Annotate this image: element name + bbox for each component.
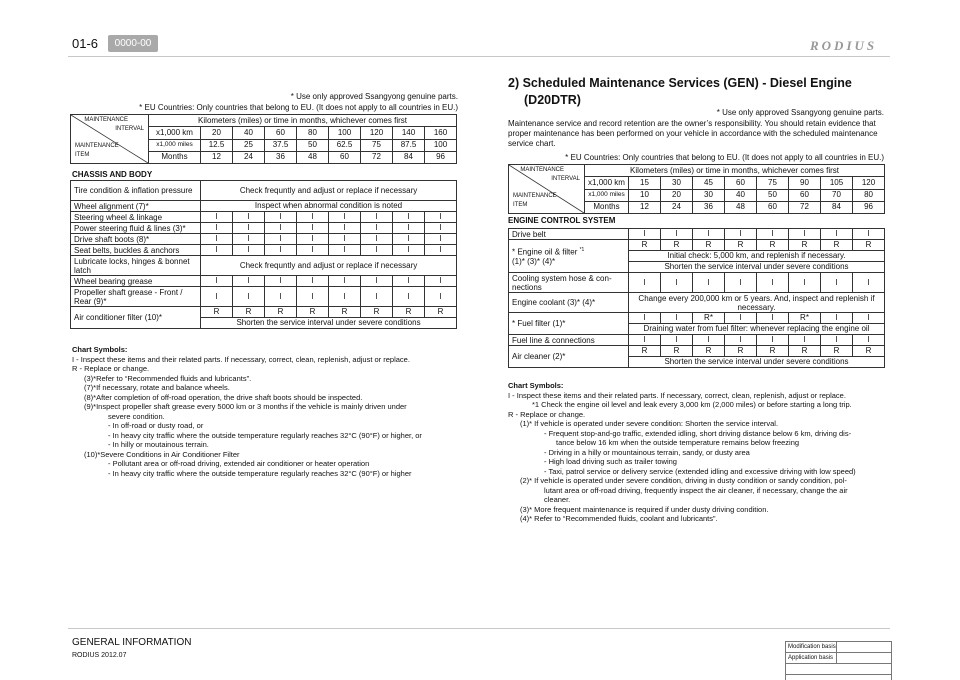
- engine-control-table: [508, 228, 885, 368]
- months-value: 96: [853, 201, 885, 213]
- km-value: 30: [661, 177, 693, 189]
- mark-cell: I: [329, 245, 361, 256]
- miles-value: 87.5: [393, 139, 425, 151]
- mark-cell: I: [233, 245, 265, 256]
- row-note: Check frequntly and adjust or replace if necessary: [201, 181, 457, 201]
- symbol-replace: R - Replace or change.: [508, 409, 586, 419]
- row-label: Wheel bearing grease: [71, 276, 201, 287]
- corner-label-item: ITEM: [513, 202, 528, 208]
- km-value: 45: [693, 177, 725, 189]
- mark-cell: I: [201, 276, 233, 287]
- row-label-refs: (1)* (3)* (4)*: [512, 256, 556, 266]
- months-value: 84: [821, 201, 853, 213]
- row-label: Propeller shaft grease - Front / Rear (9)*: [71, 287, 201, 307]
- footnote: tance below 16 km when the outside temperature remains below freezing: [556, 438, 800, 447]
- miles-value: 37.5: [265, 139, 297, 151]
- mark-cell: R: [329, 307, 361, 318]
- symbols-title: Chart Symbols:: [72, 345, 128, 354]
- row-note: Shorten the service interval under severe conditions: [629, 357, 885, 368]
- mark-cell: R: [201, 307, 233, 318]
- footnote: - Driving in a hilly or mountainous terrain, sandy, or dusty area: [544, 447, 750, 457]
- table-corner-cell: [509, 165, 585, 214]
- miles-value: 10: [629, 189, 661, 201]
- months-value: 96: [425, 151, 457, 163]
- km-value: 120: [361, 127, 393, 139]
- mark-cell: I: [201, 234, 233, 245]
- section-heading-engine: (D20DTR): [524, 93, 581, 107]
- km-value: 15: [629, 177, 661, 189]
- mark-cell: I: [853, 335, 885, 346]
- mark-cell: R: [725, 346, 757, 357]
- footnote: (10)*Severe Conditions in Air Conditioner Filter: [84, 449, 240, 459]
- mark-cell: I: [693, 273, 725, 293]
- miles-value: 70: [821, 189, 853, 201]
- footnote: - In heavy city traffic where the outside temperature regularly reaches 32°C (90°F) or higher, or: [108, 430, 422, 440]
- mark-cell: I: [201, 245, 233, 256]
- km-value: 90: [789, 177, 821, 189]
- km-value: 105: [821, 177, 853, 189]
- footnote: cleaner.: [544, 495, 571, 504]
- months-value: 60: [757, 201, 789, 213]
- mark-cell: R: [425, 307, 457, 318]
- mark-cell: R: [393, 307, 425, 318]
- footnote: - Pollutant area or off-road driving, extended air conditioner or heater operation: [108, 459, 370, 468]
- modification-basis-box: [785, 641, 892, 680]
- mark-cell: I: [661, 335, 693, 346]
- months-value: 72: [789, 201, 821, 213]
- mark-cell: I: [853, 313, 885, 324]
- row-label: * Engine oil & filter: [512, 247, 580, 257]
- table-corner-cell: [71, 115, 149, 164]
- mark-cell: I: [757, 313, 789, 324]
- footnote: (2)* If vehicle is operated under severe condition, driving in dusty condition or sandy condition, pol-: [520, 476, 847, 485]
- mark-cell: R*: [789, 313, 821, 324]
- corner-label-interval: INTERVAL: [115, 126, 144, 132]
- mark-cell: I: [233, 276, 265, 287]
- app-basis-label: Application basis: [788, 653, 837, 663]
- mark-cell: R: [629, 240, 661, 251]
- mark-cell: I: [725, 335, 757, 346]
- mark-cell: I: [393, 245, 425, 256]
- mark-cell: R: [853, 346, 885, 357]
- mark-cell: R: [629, 346, 661, 357]
- mark-cell: I: [629, 273, 661, 293]
- km-value: 80: [297, 127, 329, 139]
- miles-value: 50: [297, 139, 329, 151]
- mark-cell: I: [201, 287, 233, 307]
- footnote: severe condition.: [108, 411, 165, 421]
- footnote: *1 Check the engine oil level and leak every 3,000 km (2,000 miles) or before starting a long trip.: [532, 400, 852, 409]
- footnote: - In hilly or moutainous terrain.: [108, 440, 209, 449]
- row-label: Air cleaner (2)*: [509, 346, 629, 368]
- genuine-parts-note: * Use only approved Ssangyong genuine parts.: [716, 108, 884, 117]
- mark-cell: R: [661, 240, 693, 251]
- blank-row: [786, 664, 891, 675]
- row-label: Drive shaft boots (8)*: [71, 234, 201, 245]
- row-label: * Fuel filter (1)*: [509, 313, 629, 335]
- miles-value: 25: [233, 139, 265, 151]
- mod-basis-row: [786, 642, 891, 653]
- miles-value: 60: [789, 189, 821, 201]
- mark-cell: I: [297, 223, 329, 234]
- page-code-badge: 0000-00: [108, 35, 158, 52]
- section-heading: 2) Scheduled Maintenance Services (GEN) - Diesel Engine: [508, 76, 852, 90]
- mark-cell: I: [661, 229, 693, 240]
- symbol-inspect: I - Inspect these items and their related parts. If necessary, correct, clean, replenish, adjust or replace.: [72, 354, 410, 364]
- row-label: Steering wheel & linkage: [71, 212, 201, 223]
- row-note: Check frequntly and adjust or replace if necessary: [201, 256, 457, 276]
- miles-value: 62.5: [329, 139, 361, 151]
- interval-header-table: [508, 164, 885, 214]
- mark-cell: R: [265, 307, 297, 318]
- months-value: 84: [393, 151, 425, 163]
- mark-cell: I: [361, 234, 393, 245]
- mark-cell: I: [233, 212, 265, 223]
- mark-cell: I: [725, 229, 757, 240]
- row-label: Seat belts, buckles & anchors: [71, 245, 201, 256]
- row-note: Initial check: 5,000 km, and replenish if necessary.: [629, 251, 885, 262]
- mark-cell: I: [329, 287, 361, 307]
- mark-cell: R: [361, 307, 393, 318]
- mark-cell: I: [329, 276, 361, 287]
- chart-symbols-right: [508, 381, 888, 524]
- mark-cell: I: [297, 245, 329, 256]
- row-label: Power steering fluid & lines (3)*: [71, 223, 201, 234]
- mark-cell: R: [233, 307, 265, 318]
- mark-cell: R: [693, 240, 725, 251]
- mark-cell: I: [297, 276, 329, 287]
- row-note: Shorten the service interval under severe conditions: [629, 262, 885, 273]
- months-value: 72: [361, 151, 393, 163]
- mark-cell: I: [393, 234, 425, 245]
- months-unit-label: Months: [149, 151, 201, 163]
- mark-cell: I: [693, 229, 725, 240]
- mark-cell: R: [757, 346, 789, 357]
- months-value: 12: [201, 151, 233, 163]
- mark-cell: R: [789, 240, 821, 251]
- mark-cell: R*: [693, 313, 725, 324]
- header-divider: [68, 56, 890, 57]
- mark-cell: I: [821, 229, 853, 240]
- mark-cell: I: [425, 212, 457, 223]
- row-label: Fuel line & connections: [509, 335, 629, 346]
- brand-logo: RODIUS: [810, 38, 878, 53]
- mark-cell: R: [821, 346, 853, 357]
- row-label: Lubricate locks, hinges & bonnet latch: [71, 256, 201, 276]
- km-value: 120: [853, 177, 885, 189]
- mark-cell: I: [361, 245, 393, 256]
- row-label: Engine coolant (3)* (4)*: [509, 293, 629, 313]
- miles-value: 75: [361, 139, 393, 151]
- mark-cell: I: [393, 223, 425, 234]
- footer-section-title: GENERAL INFORMATION: [72, 637, 192, 648]
- row-note: Inspect when abnormal condition is noted: [201, 201, 457, 212]
- mark-cell: R: [693, 346, 725, 357]
- mark-cell: I: [265, 212, 297, 223]
- km-unit-label: x1,000 km: [585, 177, 629, 189]
- corner-label-item: ITEM: [75, 152, 90, 158]
- months-value: 12: [629, 201, 661, 213]
- mark-cell: I: [693, 335, 725, 346]
- row-note: Change every 200,000 km or 5 years. And, inspect and replenish if necessary.: [629, 293, 885, 313]
- mark-cell: I: [297, 287, 329, 307]
- km-header: Kilometers (miles) or time in months, whichever comes first: [149, 115, 457, 127]
- section-title-chassis: CHASSIS AND BODY: [72, 170, 153, 179]
- miles-value: 100: [425, 139, 457, 151]
- mark-cell: I: [821, 313, 853, 324]
- corner-label-maintenance-item: MAINTENANCE: [75, 143, 119, 149]
- km-unit-label: x1,000 km: [149, 127, 201, 139]
- months-unit-label: Months: [585, 201, 629, 213]
- miles-value: 80: [853, 189, 885, 201]
- km-value: 160: [425, 127, 457, 139]
- mark-cell: I: [757, 229, 789, 240]
- mark-cell: R: [853, 240, 885, 251]
- miles-value: 30: [693, 189, 725, 201]
- eu-note: * EU Countries: Only countries that belong to EU. (It does not apply to all countries in EU.): [565, 153, 884, 162]
- row-label-engine-oil: [509, 240, 629, 273]
- mark-cell: I: [757, 335, 789, 346]
- miles-unit-label: x1,000 miles: [585, 189, 629, 201]
- mark-cell: R: [661, 346, 693, 357]
- months-value: 36: [265, 151, 297, 163]
- mark-cell: I: [725, 313, 757, 324]
- miles-unit-label: x1,000 miles: [149, 139, 201, 151]
- miles-value: 20: [661, 189, 693, 201]
- corner-label-maintenance-item: MAINTENANCE: [513, 193, 557, 199]
- mark-cell: I: [361, 287, 393, 307]
- mark-cell: I: [393, 276, 425, 287]
- mark-cell: I: [725, 273, 757, 293]
- mark-cell: I: [425, 245, 457, 256]
- footnote: (3)* More frequent maintenance is required if under dusty driving condition.: [520, 504, 769, 514]
- footnote: - In heavy city traffic where the outside temperature regularly reaches 32°C (90°F) or higher: [108, 468, 412, 478]
- mark-cell: I: [201, 212, 233, 223]
- corner-label-maintenance: MAINTENANCE: [84, 117, 128, 123]
- km-value: 75: [757, 177, 789, 189]
- footer-divider: [68, 628, 890, 629]
- footnote: (7)*If necessary, rotate and balance wheels.: [84, 383, 230, 392]
- mark-cell: I: [821, 335, 853, 346]
- row-label: Tire condition & inflation pressure: [71, 181, 201, 201]
- footnote: - Taxi, patrol service or delivery service (extended idling and excessive driving with low speed): [544, 466, 856, 476]
- months-value: 48: [297, 151, 329, 163]
- mark-cell: I: [853, 229, 885, 240]
- months-value: 36: [693, 201, 725, 213]
- footnote: (3)*Refer to “Recommended fluids and lubricants”.: [84, 373, 252, 383]
- mark-cell: I: [425, 287, 457, 307]
- mark-cell: R: [757, 240, 789, 251]
- symbols-title: Chart Symbols:: [508, 381, 564, 390]
- months-value: 60: [329, 151, 361, 163]
- mark-cell: I: [265, 234, 297, 245]
- mark-cell: I: [661, 273, 693, 293]
- mark-cell: I: [425, 234, 457, 245]
- mark-cell: I: [329, 234, 361, 245]
- footnote: (8)*After completion of off-road operation, the drive shaft boots should be inspected.: [84, 392, 363, 402]
- intro-paragraph: Maintenance service and record retention are the owner’s responsibility. You should retain evidence that proper maintenance has been performed on your vehicle in accordance with the scheduled maintenance service chart.: [508, 119, 878, 148]
- corner-label-interval: INTERVAL: [551, 176, 580, 182]
- miles-value: 50: [757, 189, 789, 201]
- eu-note: * EU Countries: Only countries that belong to EU. (It does not apply to all countries in EU.): [139, 103, 458, 112]
- row-label: Drive belt: [509, 229, 629, 240]
- months-value: 48: [725, 201, 757, 213]
- footnote: (4)* Refer to “Recommended fluids, coolant and lubricants”.: [520, 514, 718, 523]
- mark-cell: I: [629, 335, 661, 346]
- km-value: 60: [725, 177, 757, 189]
- footnote: (1)* If vehicle is operated under severe condition: Shorten the service interval.: [520, 419, 779, 428]
- page-number: 01-6: [72, 36, 99, 51]
- mark-cell: R: [297, 307, 329, 318]
- mark-cell: I: [629, 313, 661, 324]
- km-value: 40: [233, 127, 265, 139]
- miles-value: 12.5: [201, 139, 233, 151]
- mark-cell: I: [297, 234, 329, 245]
- mark-cell: I: [821, 273, 853, 293]
- mark-cell: I: [265, 223, 297, 234]
- footnote: - High load driving such as trailer towing: [544, 457, 677, 466]
- footer-model: RODIUS 2012.07: [72, 652, 127, 659]
- row-label: Air conditioner filter (10)*: [71, 307, 201, 329]
- mark-cell: I: [629, 229, 661, 240]
- row-note: Shorten the service interval under severe conditions: [201, 318, 457, 329]
- mark-cell: R: [789, 346, 821, 357]
- miles-value: 40: [725, 189, 757, 201]
- mark-cell: I: [789, 273, 821, 293]
- app-basis-row: [786, 653, 891, 664]
- mark-cell: I: [201, 223, 233, 234]
- footnote-mark: *1: [579, 247, 585, 254]
- mark-cell: I: [329, 223, 361, 234]
- months-value: 24: [661, 201, 693, 213]
- mark-cell: I: [361, 276, 393, 287]
- mark-cell: I: [789, 229, 821, 240]
- km-value: 60: [265, 127, 297, 139]
- mark-cell: I: [757, 273, 789, 293]
- footnote: - Frequent stop-and-go traffic, extended idling, short driving distance below 6 km, driving dis-: [544, 428, 852, 438]
- mark-cell: I: [361, 223, 393, 234]
- row-note: Draining water from fuel filter: whenever replacing the engine oil: [629, 324, 885, 335]
- interval-header-table: [70, 114, 457, 164]
- mark-cell: I: [233, 287, 265, 307]
- km-value: 20: [201, 127, 233, 139]
- footnote: (9)*Inspect propeller shaft grease every 5000 km or 3 months if the vehicle is mainly driven under: [84, 402, 407, 411]
- symbol-inspect: I - Inspect these items and their related parts. If necessary, correct, clean, replenish, adjust or replace.: [508, 390, 846, 400]
- mark-cell: R: [725, 240, 757, 251]
- chassis-body-table: [70, 180, 457, 329]
- km-value: 100: [329, 127, 361, 139]
- mark-cell: R: [821, 240, 853, 251]
- months-value: 24: [233, 151, 265, 163]
- mark-cell: I: [393, 287, 425, 307]
- mark-cell: I: [233, 223, 265, 234]
- mod-basis-label: Modification basis: [788, 644, 836, 650]
- mark-cell: I: [329, 212, 361, 223]
- mark-cell: I: [233, 234, 265, 245]
- corner-label-maintenance: MAINTENANCE: [520, 167, 564, 173]
- mark-cell: I: [789, 335, 821, 346]
- mark-cell: I: [265, 287, 297, 307]
- mark-cell: I: [265, 245, 297, 256]
- footnote: - In off-road or dusty road, or: [108, 421, 204, 430]
- mark-cell: I: [661, 313, 693, 324]
- section-title-engine: ENGINE CONTROL SYSTEM: [508, 216, 616, 225]
- mark-cell: I: [361, 212, 393, 223]
- genuine-parts-note: * Use only approved Ssangyong genuine parts.: [290, 92, 458, 101]
- mark-cell: I: [297, 212, 329, 223]
- row-label: Wheel alignment (7)*: [71, 201, 201, 212]
- footnote: lutant area or off-road driving, frequently inspect the air cleaner, if necessary, change the air: [544, 485, 848, 495]
- symbol-replace: R - Replace or change.: [72, 364, 150, 373]
- mark-cell: I: [265, 276, 297, 287]
- chart-symbols-left: [72, 345, 462, 478]
- mark-cell: I: [425, 276, 457, 287]
- mark-cell: I: [853, 273, 885, 293]
- km-header: Kilometers (miles) or time in months, whichever comes first: [585, 165, 885, 177]
- mark-cell: I: [425, 223, 457, 234]
- km-value: 140: [393, 127, 425, 139]
- mark-cell: I: [393, 212, 425, 223]
- row-label: Cooling system hose & con-nections: [509, 273, 629, 293]
